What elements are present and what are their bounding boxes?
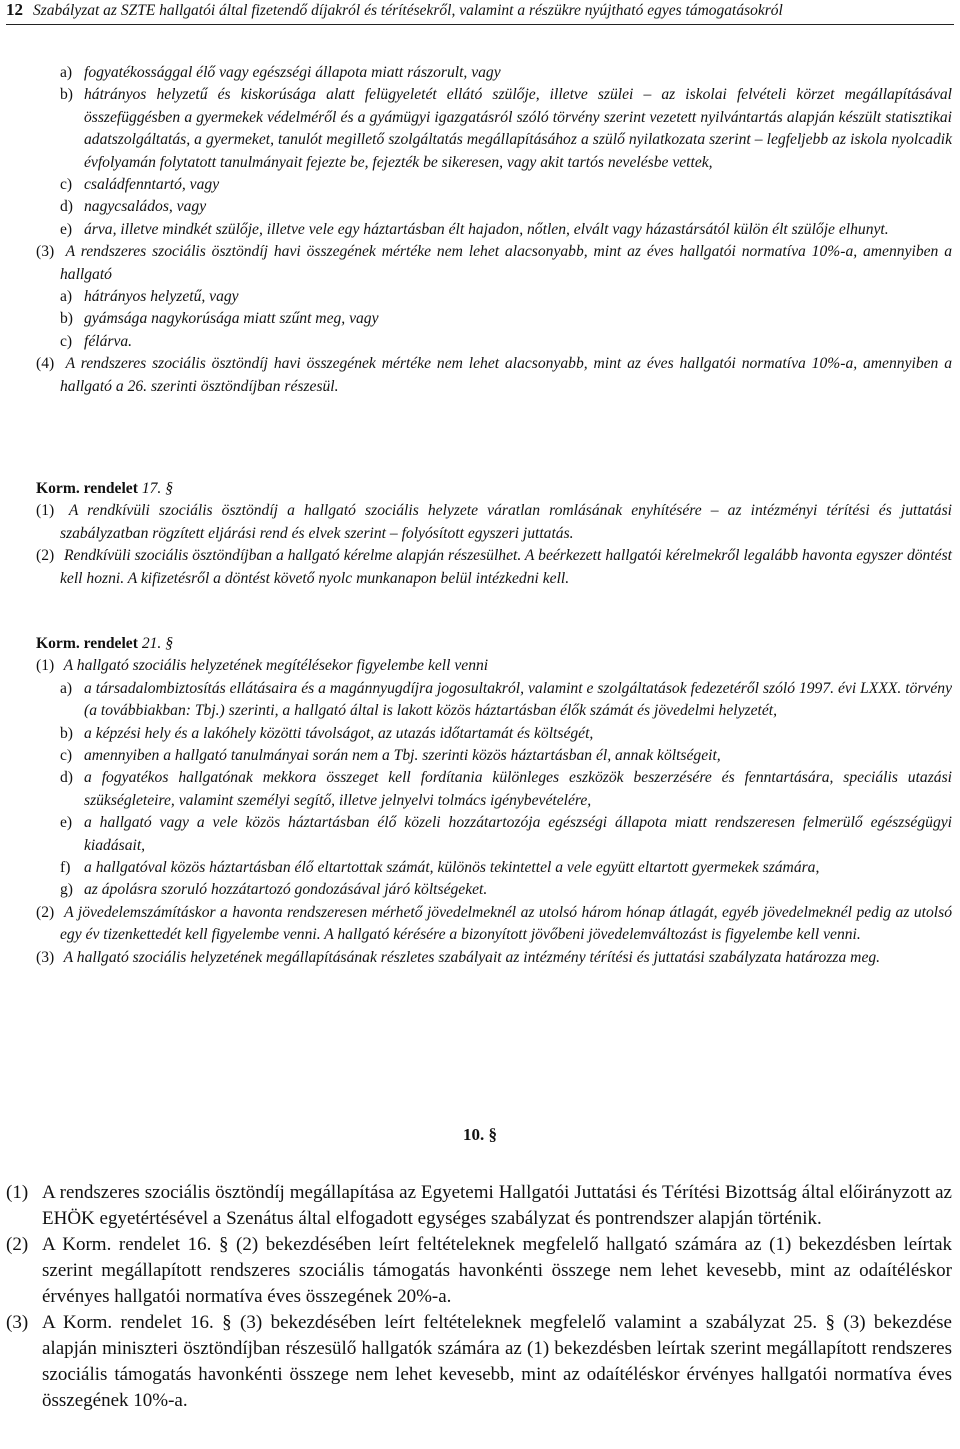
- paragraph: (1) A hallgató szociális helyzetének megítélésekor figyelembe kell venni: [36, 657, 489, 675]
- paragraph: (3) A Korm. rendelet 16. § (3) bekezdésében leírt feltételeknek megfelelő valamint a szabályzat 25. § (3) bekezdése alapján miniszteri ösztöndíjban részesülő hallgatók számára az (1) bekezdésben leírtak szerint megállapított rendszeres szociális támogatás havonkénti összege nem lehet kevesebb, mint az odaítéléskor érvényes hallgatói normatíva éves összegének 10%-a.: [6, 1312, 952, 1411]
- list-item: d) nagycsaládos, vagy: [60, 198, 207, 216]
- paragraph: (3) A hallgató szociális helyzetének megállapításának részletes szabályait az intézmény térítési és juttatási szabályzata határozza meg.: [36, 948, 881, 966]
- list-item: a) fogyatékossággal élő vagy egészségi állapota miatt rászorult, vagy: [60, 64, 501, 81]
- paragraph: (2) A jövedelemszámításkor a havonta rendszeresen mérhető jövedelmeknél az utolsó három hónap átlagát, egyéb jövedelmeknél pedig az utolsó egy év tizenkettedét kell figyelembe venni. A hallgató kérésére a bizonyított jövőbeni jövedelemváltozást is figyelembe kell venni.: [36, 903, 952, 944]
- list-item: b) a képzési hely és a lakóhely közötti távolságot, az utazás időtartamát és költségét,: [60, 724, 594, 742]
- list-item: d) a fogyatékos hallgatónak mekkora összeget kell fordítania különleges eszközök beszerzésére és fenntartására, speciális utazási szükségleteire, valamint személyi segítő, illetve jelnyelvi tolmács igénybevételére,: [60, 769, 952, 809]
- paragraph: (1) A rendszeres szociális ösztöndíj megállapítása az Egyetemi Hallgatói Juttatási és Térítési Bizottság által előirányzott az EHÖK egyetértésével a Szenátus által elfogadott egységes szabályzat és pontrendszer alapján történik.: [6, 1182, 952, 1229]
- section-heading: Korm. rendelet 17. §: [36, 480, 174, 497]
- list-item: f) a hallgatóval közös háztartásban élő eltartottak számát, különös tekintettel a vele együtt eltartott gyermekek számára,: [60, 859, 820, 877]
- section-heading: Korm. rendelet 21. §: [36, 635, 174, 652]
- eligibility-list: [0, 62, 960, 398]
- paragraph: (4) A rendszeres szociális ösztöndíj havi összegének mértéke nem lehet alacsonyabb, mint az éves hallgatói normatíva 10%-a, amennyiben a hallgató a 26. szerinti ösztöndíjban részesül.: [36, 355, 953, 395]
- korm-17-section: [0, 478, 960, 590]
- paragraph: (1) A rendkívüli szociális ösztöndíj a hallgató szociális helyzete váratlan romlásának enyhítésére – az intézményi térítési és juttatási szabályzatban rögzített eljárási rend és elvek szerint – folyósított egyszeri juttatás.: [36, 502, 952, 542]
- list-item: a) hátrányos helyzetű, vagy: [60, 288, 239, 306]
- paragraph: (2) A Korm. rendelet 16. § (2) bekezdésében leírt feltételeknek megfelelő hallgató számára az (1) bekezdésben leírtak szerint megállapított rendszeres szociális támogatás havonkénti összege nem lehet kevesebb, mint az odaítéléskor érvényes hallgatói normatíva éves összegének 20%-a.: [6, 1234, 952, 1307]
- list-item: b) gyámsága nagykorúsága miatt szűnt meg, vagy: [60, 310, 379, 328]
- list-item: a) a társadalombiztosítás ellátásaira és a magánnyugdíjra jogosultakról, valamint e szolgáltatások fedezetéről szóló 1997. évi LXXX. törvény (a továbbiakban: Tbj.) szerinti, a hallgató által is lakott közös háztartásban élők számát és jövedelmi helyzetét,: [60, 679, 952, 720]
- list-item: e) árva, illetve mindkét szülője, illetve vele egy háztartásban élt hajadon, nőtlen, elvált vagy házastársától külön élt szülője elhunyt.: [60, 220, 889, 238]
- section-mark: 10. §: [463, 1125, 497, 1144]
- list-item: c) félárva.: [60, 332, 133, 350]
- list-item: g) az ápolásra szoruló hozzátartozó gondozásával járó költségeket.: [60, 881, 488, 899]
- list-item: e) a hallgató vagy a vele közös háztartásban élő közeli hozzátartozója egészségi állapota miatt rendszeresen felmerülő egészségügyi kiadásait,: [60, 814, 952, 854]
- paragraph: (2) Rendkívüli szociális ösztöndíjban a hallgató kérelme alapján részesülhet. A beérkezett hallgatói kérelmekről legalább havonta egyszer döntést kell hozni. A kifizetésről a döntést követő nyolc munkanapon belül intézkedni kell.: [36, 547, 952, 587]
- paragraph: (3) A rendszeres szociális ösztöndíj havi összegének mértéke nem lehet alacsonyabb, mint az éves hallgatói normatíva 10%-a, amennyiben a hallgató: [36, 243, 953, 283]
- list-item: c) családfenntartó, vagy: [60, 176, 220, 194]
- list-item: b) hátrányos helyzetű és kiskorúsága alatt felügyeletét ellátó szülője, illetve szülei – az iskolai felvételi körzet megállapításával összefüggésben a gyermekek védelméről és a gyámügyi igazgatásról szóló törvény szerint vezetett nyilvántartás alapján készült statisztikai adatszolgáltatás, a gyermeket, tanulót megillető szolgáltatás megállapításához a szülő nyilatkozata szerint – legfeljebb az iskola nyolcadik évfolyamán folytatott tanulmányait fejezte be, fejezték be sikeresen, vagy akit tartós nevelésbe vettek,: [60, 86, 952, 171]
- running-title: Szabályzat az SZTE hallgatói által fizetendő díjakról és térítésekről, valamint a részükre nyújtható egyes támogatásokról: [33, 2, 783, 19]
- korm-21-section: [0, 633, 960, 969]
- page-header: [6, 0, 954, 25]
- list-item: c) amennyiben a hallgató tanulmányai során nem a Tbj. szerinti közös háztartásban él, annak költségeit,: [60, 747, 721, 765]
- section-10-body: [0, 1180, 960, 1414]
- page-number: 12: [6, 0, 23, 19]
